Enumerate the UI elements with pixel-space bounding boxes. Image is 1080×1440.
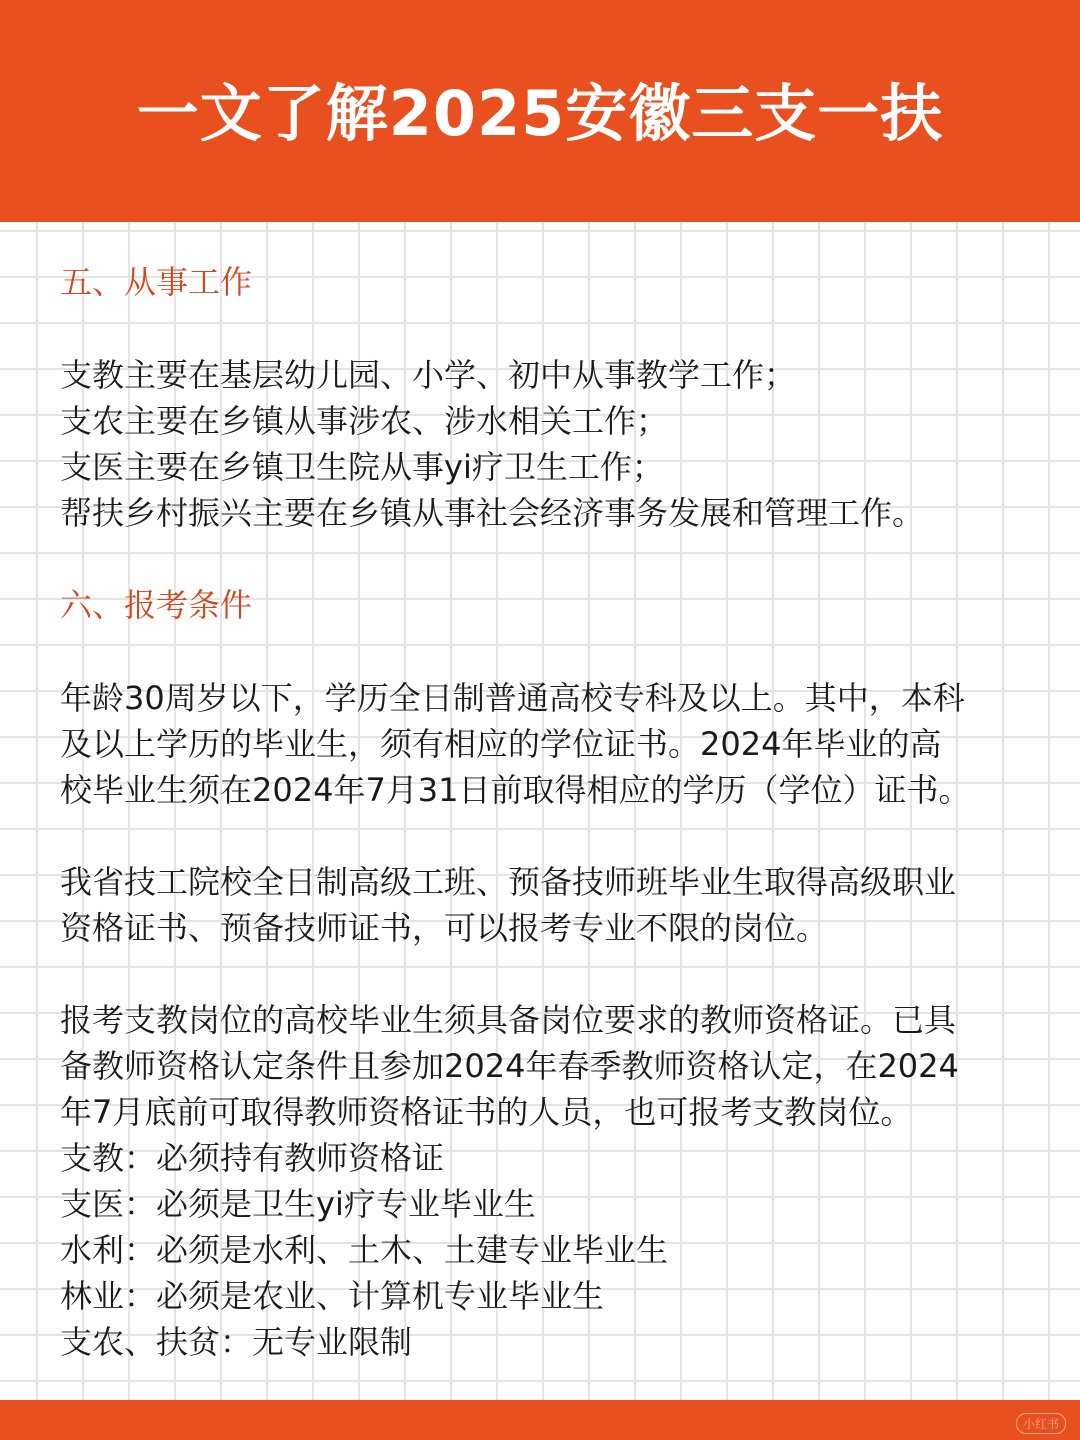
- paragraph-line: 校毕业生须在2024年7月31日前取得相应的学历（学位）证书。: [60, 771, 971, 809]
- paragraph-line: 及以上学历的毕业生，须有相应的学位证书。2024年毕业的高: [60, 725, 942, 763]
- paragraph-line: 年龄30周岁以下，学历全日制普通高校专科及以上。其中，本科: [60, 679, 965, 717]
- requirement-line: 林业：必须是农业、计算机专业毕业生: [60, 1277, 605, 1315]
- paragraph-line: 我省技工院校全日制高级工班、预备技师班毕业生取得高级职业: [60, 863, 957, 901]
- work-list: [60, 352, 1040, 536]
- work-line: 支教主要在基层幼儿园、小学、初中从事教学工作；: [60, 356, 797, 394]
- requirement-line: 水利：必须是水利、土木、土建专业毕业生: [60, 1231, 669, 1269]
- paragraph-line: 报考支教岗位的高校毕业生须具备岗位要求的教师资格证。已具: [60, 1001, 957, 1039]
- footer-bar: [0, 1400, 1080, 1440]
- section-heading-conditions: 六、报考条件: [60, 586, 253, 624]
- work-line: 支农主要在乡镇从事涉农、涉水相关工作；: [60, 402, 669, 440]
- work-line: 支医主要在乡镇卫生院从事yi疗卫生工作；: [60, 448, 664, 486]
- paragraph-line: 资格证书、预备技师证书，可以报考专业不限的岗位。: [60, 909, 829, 947]
- requirement-line: 支农、扶贫：无专业限制: [60, 1323, 413, 1361]
- conditions-paragraph-1: [60, 675, 1040, 813]
- watermark: 小红书: [1016, 1413, 1066, 1434]
- conditions-paragraph-2: [60, 859, 1040, 951]
- requirement-line: 支教：必须持有教师资格证: [60, 1139, 445, 1177]
- work-line: 帮扶乡村振兴主要在乡镇从事社会经济事务发展和管理工作。: [60, 494, 925, 532]
- requirement-line: 支医：必须是卫生yi疗专业毕业生: [60, 1185, 536, 1223]
- page-title: 一文了解2025安徽三支一扶: [136, 76, 944, 150]
- paragraph-line: 备教师资格认定条件且参加2024年春季教师资格认定，在2024: [60, 1047, 959, 1085]
- paragraph-line: 年7月底前可取得教师资格证书的人员，也可报考支教岗位。: [60, 1093, 913, 1131]
- section-heading-work: 五、从事工作: [60, 263, 253, 301]
- conditions-paragraph-3: [60, 997, 1040, 1365]
- header-banner: [0, 0, 1080, 222]
